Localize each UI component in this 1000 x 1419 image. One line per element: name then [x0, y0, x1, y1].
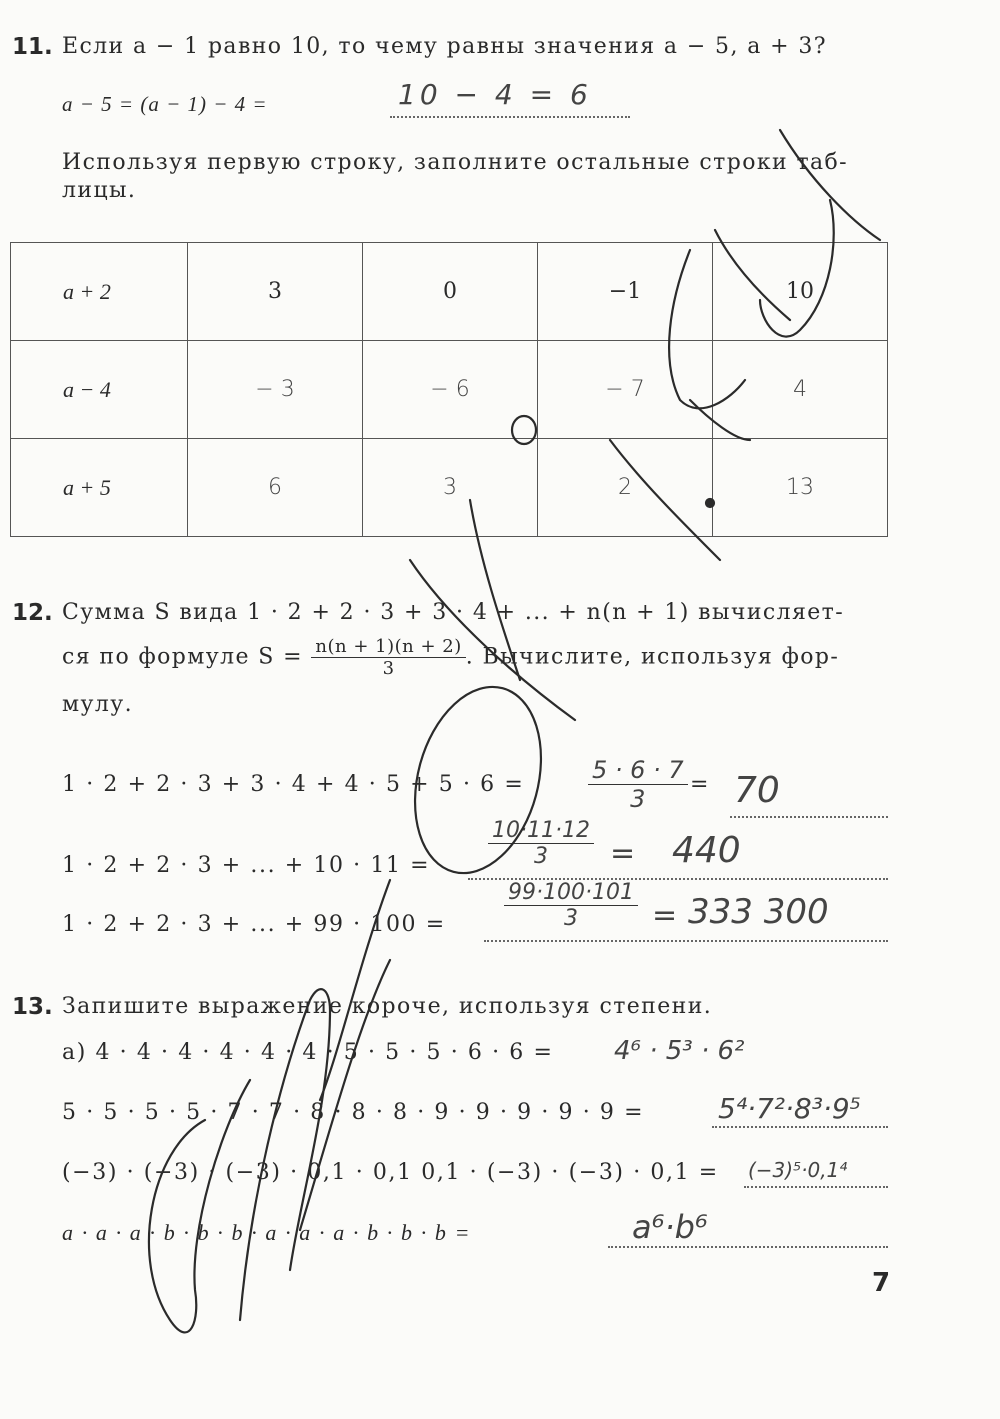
task-12-line1: Сумма S вида 1 · 2 + 2 · 3 + 3 · 4 + ... + n(n + 1) вычисляет-: [62, 600, 845, 625]
fraction-numerator: 99·100·101: [504, 880, 638, 906]
formula-numerator: n(n + 1)(n + 2): [311, 636, 465, 658]
sum-expression: 1 · 2 + 2 · 3 + ... + 99 · 100 =: [62, 912, 446, 937]
task-13-instruction: Запишите выражение короче, используя степени.: [62, 994, 713, 1019]
handwritten-answer: (−3)⁵·0,1⁴: [748, 1158, 848, 1182]
handwritten-equals: =: [652, 898, 678, 933]
scribble-stroke: [780, 130, 880, 240]
fraction-denominator: 3: [563, 906, 578, 931]
task-12-number: 12.: [12, 600, 53, 626]
task-12-line2-prefix: ся по формуле S =: [62, 644, 303, 670]
table-cell-handwritten: 2: [538, 439, 713, 537]
task-12-line2: [62, 636, 839, 679]
fraction-numerator: 10·11·12: [488, 818, 594, 844]
handwritten-answer: 5⁴·7²·8³·9⁵: [718, 1092, 861, 1125]
table-row: [11, 439, 888, 537]
table-cell: 3: [188, 243, 363, 341]
task-11-instruction-line2: лицы.: [62, 178, 137, 203]
table-cell-handwritten: 13: [713, 439, 888, 537]
formula-denominator: 3: [382, 658, 395, 679]
table-cell: 0: [363, 243, 538, 341]
power-expression: (−3) · (−3) · (−3) · 0,1 · 0,1 0,1 · (−3) · (−3) · 0,1 =: [62, 1160, 719, 1185]
answer-line: [744, 1184, 888, 1188]
row-label: a + 2: [11, 243, 188, 341]
value-table: [10, 242, 888, 537]
fraction-denominator: 3: [630, 785, 646, 813]
fraction-denominator: 3: [533, 844, 548, 869]
table-row: [11, 243, 888, 341]
answer-line: [730, 770, 888, 818]
handwritten-fraction: [504, 880, 638, 931]
row-label: a + 5: [11, 439, 188, 537]
table-cell: −1: [538, 243, 713, 341]
handwritten-fraction: [588, 756, 688, 813]
handwritten-answer: 333 300: [688, 892, 829, 932]
task-12-line3: мулу.: [62, 692, 133, 717]
row-label: a − 4: [11, 341, 188, 439]
table-cell-handwritten: 6: [188, 439, 363, 537]
equals-sign: =: [690, 772, 711, 797]
fraction-numerator: 5 · 6 · 7: [588, 756, 688, 785]
sum-expression: 1 · 2 + 2 · 3 + ... + 10 · 11 =: [62, 853, 431, 878]
handwritten-fraction: [488, 818, 594, 869]
handwritten-answer: a⁶·b⁶: [632, 1208, 708, 1246]
scribble-stroke: [240, 989, 330, 1320]
table-cell-handwritten: 4: [713, 341, 888, 439]
table-cell-handwritten: − 3: [188, 341, 363, 439]
handwritten-answer: 440: [672, 830, 741, 871]
table-cell-handwritten: − 7: [538, 341, 713, 439]
power-expression: a · a · a · b · b · b · a · a · a · b · b · b =: [62, 1220, 472, 1245]
task-11-example-answer-line: [390, 78, 630, 118]
sum-formula: [311, 636, 465, 679]
task-11-example-answer: 10 − 4 = 6: [398, 78, 592, 111]
table-cell-handwritten: 3: [363, 439, 538, 537]
task-11-question: Если a − 1 равно 10, то чему равны значения a − 5, a + 3?: [62, 34, 827, 59]
task-11-number: 11.: [12, 34, 53, 60]
page-number: 7: [872, 1268, 891, 1298]
power-expression: 5 · 5 · 5 · 5 · 7 · 7 · 8 · 8 · 8 · 9 · 9 · 9 · 9 · 9 =: [62, 1100, 645, 1125]
power-expression: а) 4 · 4 · 4 · 4 · 4 · 4 · 5 · 5 · 5 · 6 · 6 =: [62, 1040, 554, 1065]
sum-expression: 1 · 2 + 2 · 3 + 3 · 4 + 4 · 5 + 5 · 6 =: [62, 772, 525, 797]
handwritten-equals: =: [610, 836, 636, 871]
task-13-number: 13.: [12, 994, 53, 1020]
handwritten-answer: 4⁶ · 5³ · 6²: [614, 1036, 745, 1066]
task-11-instruction-line1: Используя первую строку, заполните остальные строки таб-: [62, 150, 849, 175]
table-cell: 10: [713, 243, 888, 341]
table-cell-handwritten: − 6: [363, 341, 538, 439]
task-11-example-lhs: a − 5 = (a − 1) − 4 =: [62, 92, 268, 116]
handwritten-answer: 70: [734, 770, 780, 811]
task-12-line2-suffix: . Вычислите, используя фор-: [465, 644, 840, 670]
answer-line: [484, 938, 888, 942]
table-row: [11, 341, 888, 439]
